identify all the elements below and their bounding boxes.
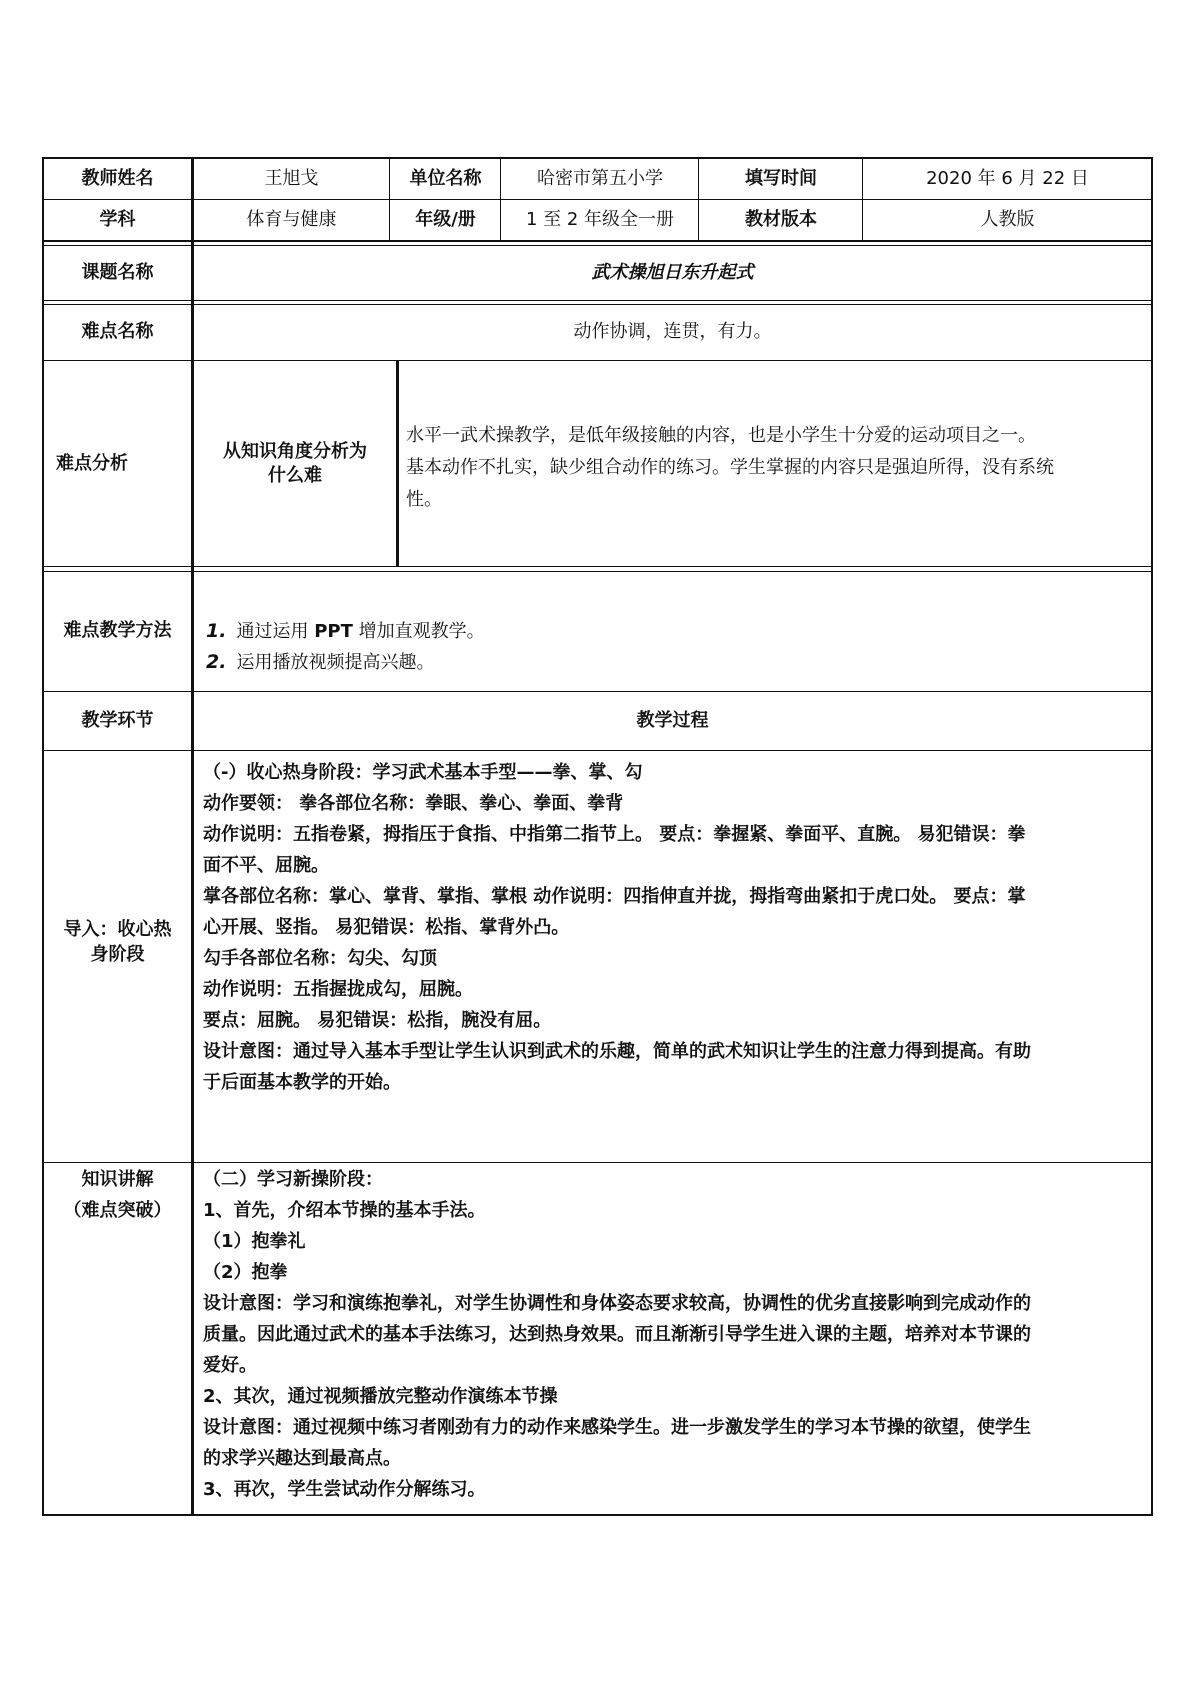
analysis-line: 水平一武术操教学，是低年级接触的内容，也是小学生十分爱的运动项目之一。 xyxy=(406,425,1036,446)
method-item-text: 增加直观教学。 xyxy=(352,621,485,642)
teacher-name-value: 王旭戈 xyxy=(264,167,319,189)
method-item-text: PPT xyxy=(314,621,353,642)
knowledge-line: 爱好。 xyxy=(203,1355,257,1376)
intro-line: 面不平、屈腕。 xyxy=(203,855,329,876)
knowledge-content xyxy=(203,1164,1151,1505)
teaching-process-header: 教学过程 xyxy=(636,709,709,731)
knowledge-stage-label-line: （难点突破） xyxy=(63,1200,172,1221)
knowledge-stage-label xyxy=(44,1164,191,1226)
knowledge-line: 设计意图：通过视频中练习者刚劲有力的动作来感染学生。进一步激发学生的学习本节操的欲望，使学生 xyxy=(203,1417,1031,1438)
edition-value: 人教版 xyxy=(980,208,1035,230)
method-item-number: 1. xyxy=(206,620,227,642)
analysis-label: 难点分析 xyxy=(56,452,128,474)
intro-content xyxy=(203,757,1151,1098)
knowledge-line: （2）抱拳 xyxy=(203,1262,288,1283)
analysis-text xyxy=(406,420,1151,516)
intro-line: 心开展、竖指。 易犯错误：松指、掌背外凸。 xyxy=(203,917,570,938)
subject-label: 学科 xyxy=(99,208,136,230)
intro-line: （-）收心热身阶段：学习武术基本手型——拳、掌、勾 xyxy=(203,762,643,783)
row-divider xyxy=(42,571,1153,572)
intro-line: 掌各部位名称：掌心、掌背、掌指、掌根 动作说明：四指伸直并拢，拇指弯曲紧扣于虎口处。 要点：掌 xyxy=(203,886,1026,907)
intro-stage-label-line: 身阶段 xyxy=(90,943,145,965)
intro-line: 于后面基本教学的开始。 xyxy=(203,1072,401,1093)
row-divider xyxy=(42,1162,1153,1163)
column-divider xyxy=(500,157,501,240)
knowledge-line: 1、首先，介绍本节操的基本手法。 xyxy=(203,1200,486,1221)
edition-label: 教材版本 xyxy=(745,208,817,230)
teaching-stage-header: 教学环节 xyxy=(81,709,154,731)
knowledge-line: （二）学习新操阶段： xyxy=(203,1169,383,1190)
method-item xyxy=(206,616,1151,647)
analysis-line: 基本动作不扎实，缺少组合动作的练习。学生掌握的内容只是强迫所得，没有系统 xyxy=(406,457,1054,478)
method-list xyxy=(206,616,1151,678)
method-item-number: 2. xyxy=(206,651,227,673)
teacher-name-label: 教师姓名 xyxy=(81,167,154,189)
analysis-sub-label xyxy=(194,362,396,566)
intro-line: 动作说明：五指卷紧，拇指压于食指、中指第二指节上。 要点：拳握紧、拳面平、直腕。 易犯错误：拳 xyxy=(203,824,1026,845)
intro-line: 勾手各部位名称：勾尖、勾顶 xyxy=(203,948,437,969)
fill-date-label: 填写时间 xyxy=(745,167,817,189)
intro-line: 设计意图：通过导入基本手型让学生认识到武术的乐趣，简单的武术知识让学生的注意力得到提高。有助 xyxy=(203,1041,1031,1062)
analysis-sub-label-line: 什么难 xyxy=(268,465,322,486)
intro-line: 动作说明：五指握拢成勾，屈腕。 xyxy=(203,979,473,1000)
intro-line: 动作要领： 拳各部位名称：拳眼、拳心、拳面、拳背 xyxy=(203,793,624,814)
grade-value: 1 至 2 年级全一册 xyxy=(525,208,675,230)
method-item xyxy=(206,647,1151,678)
unit-name-value: 哈密市第五小学 xyxy=(537,167,663,189)
difficulty-value: 动作协调，连贯，有力。 xyxy=(573,321,772,343)
column-divider xyxy=(191,157,194,1516)
row-divider xyxy=(42,566,1153,567)
knowledge-line: 3、再次，学生尝试动作分解练习。 xyxy=(203,1479,486,1500)
column-divider xyxy=(389,157,390,240)
topic-label: 课题名称 xyxy=(81,261,154,283)
column-divider xyxy=(396,360,399,566)
row-divider xyxy=(42,240,1153,242)
difficulty-label: 难点名称 xyxy=(81,321,154,343)
knowledge-stage-label-line: 知识讲解 xyxy=(81,1169,154,1190)
column-divider xyxy=(862,157,863,240)
unit-name-label: 单位名称 xyxy=(409,167,482,189)
row-divider xyxy=(42,300,1153,301)
fill-date-value: 2020 年 6 月 22 日 xyxy=(926,167,1089,189)
grade-label: 年级/册 xyxy=(415,208,476,230)
analysis-sub-label-line: 从知识角度分析为 xyxy=(223,440,367,462)
intro-stage-label xyxy=(44,751,191,1162)
knowledge-line: 设计意图：学习和演练抱拳礼，对学生协调性和身体姿态要求较高，协调性的优劣直接影响到完成动作的 xyxy=(203,1293,1031,1314)
knowledge-line: 的求学兴趣达到最高点。 xyxy=(203,1448,401,1469)
method-item-text: 通过运用 xyxy=(236,621,315,642)
method-label: 难点教学方法 xyxy=(63,620,172,642)
intro-stage-label-line: 导入：收心热 xyxy=(63,919,172,941)
row-divider xyxy=(42,750,1153,751)
intro-line: 要点：屈腕。 易犯错误：松指，腕没有屈。 xyxy=(203,1010,552,1031)
knowledge-line: 2、其次，通过视频播放完整动作演练本节操 xyxy=(203,1386,558,1407)
row-divider xyxy=(42,360,1153,361)
knowledge-line: 质量。因此通过武术的基本手法练习，达到热身效果。而且渐渐引导学生进入课的主题，培养对本节课的 xyxy=(203,1324,1031,1345)
analysis-line: 性。 xyxy=(406,489,442,510)
knowledge-line: （1）抱拳礼 xyxy=(203,1231,306,1252)
method-item-text: 运用播放视频提高兴趣。 xyxy=(236,652,435,673)
subject-value: 体育与健康 xyxy=(246,208,337,230)
column-divider xyxy=(698,157,699,240)
topic-value: 武术操旭日东升起式 xyxy=(591,261,754,283)
